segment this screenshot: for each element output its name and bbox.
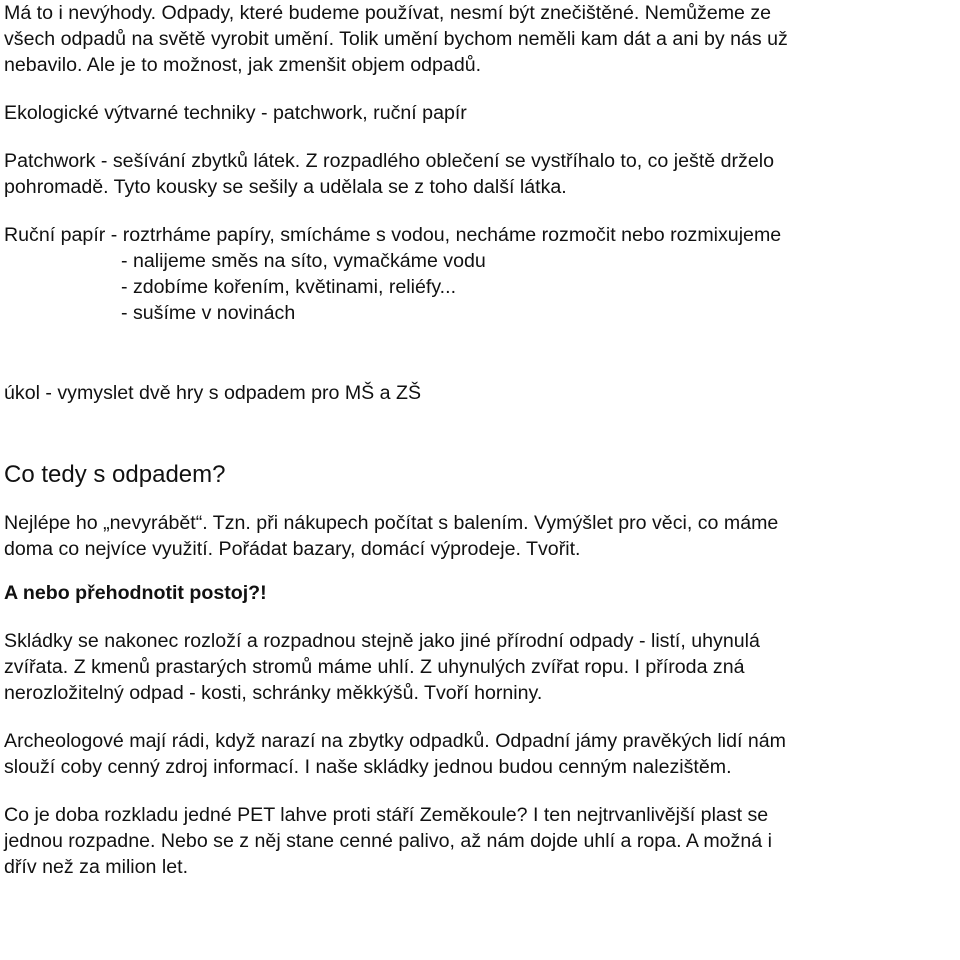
text-line: pohromadě. Tyto kousky se sešily a udělala se z toho další látka. (4, 176, 567, 198)
heading-text: Co tedy s odpadem? (4, 461, 226, 488)
bold-question (4, 580, 954, 606)
intro-paragraph (4, 0, 954, 78)
bold-text: A nebo přehodnotit postoj?! (4, 582, 267, 604)
text-line: Má to i nevýhody. Odpady, které budeme používat, nesmí být znečištěné. Nemůžeme ze (4, 2, 772, 24)
text-line: slouží coby cenný zdroj informací. I naše skládky jednou budou cenným nalezištěm. (4, 756, 732, 778)
text-line: Ruční papír - roztrháme papíry, smícháme s vodou, necháme rozmočit nebo rozmixujeme (4, 224, 782, 246)
text-line: Ekologické výtvarné techniky - patchwork, ruční papír (4, 102, 467, 124)
paper-step: - nalijeme směs na síto, vymačkáme vodu (121, 250, 486, 272)
text-line: nerozložitelný odpad - kosti, schránky měkkýšů. Tvoří horniny. (4, 682, 543, 704)
text-line: nebavilo. Ale je to možnost, jak zmenšit objem odpadů. (4, 54, 482, 76)
text-line: Archeologové mají rádi, když narazí na zbytky odpadků. Odpadní jámy pravěkých lidí nám (4, 730, 786, 752)
document-page (4, 0, 954, 880)
text-line: všech odpadů na světě vyrobit umění. Tolik umění bychom neměli kam dát a ani by nás už (4, 28, 788, 50)
archaeology-paragraph (4, 728, 954, 780)
text-line: úkol - vymyslet dvě hry s odpadem pro MŠ a ZŠ (4, 382, 422, 404)
question-heading (4, 460, 954, 490)
landfills-paragraph (4, 628, 954, 706)
text-line: dřív než za milion let. (4, 856, 189, 878)
text-line: Patchwork - sešívání zbytků látek. Z rozpadlého oblečení se vystříhalo to, co ještě drželo (4, 150, 774, 172)
patchwork-paragraph (4, 148, 954, 200)
text-line: Co je doba rozkladu jedné PET lahve proti stáří Zeměkoule? I ten nejtrvanlivější plast se (4, 804, 769, 826)
answer-paragraph (4, 510, 954, 562)
paper-step: - zdobíme kořením, květinami, reliéfy... (121, 276, 457, 298)
techniques-heading (4, 100, 954, 126)
pet-paragraph (4, 802, 954, 880)
paper-paragraph (4, 222, 954, 326)
task-line (4, 380, 954, 406)
text-line: doma co nejvíce využití. Pořádat bazary, domácí výprodeje. Tvořit. (4, 538, 581, 560)
paper-step: - sušíme v novinách (121, 302, 296, 324)
text-line: zvířata. Z kmenů prastarých stromů máme uhlí. Z uhynulých zvířat ropu. I příroda zná (4, 656, 745, 678)
text-line: Nejlépe ho „nevyrábět“. Tzn. při nákupech počítat s balením. Vymýšlet pro věci, co máme (4, 512, 779, 534)
text-line: Skládky se nakonec rozloží a rozpadnou stejně jako jiné přírodní odpady - listí, uhynulá (4, 630, 760, 652)
text-line: jednou rozpadne. Nebo se z něj stane cenné palivo, až nám dojde uhlí a ropa. A možná i (4, 830, 772, 852)
